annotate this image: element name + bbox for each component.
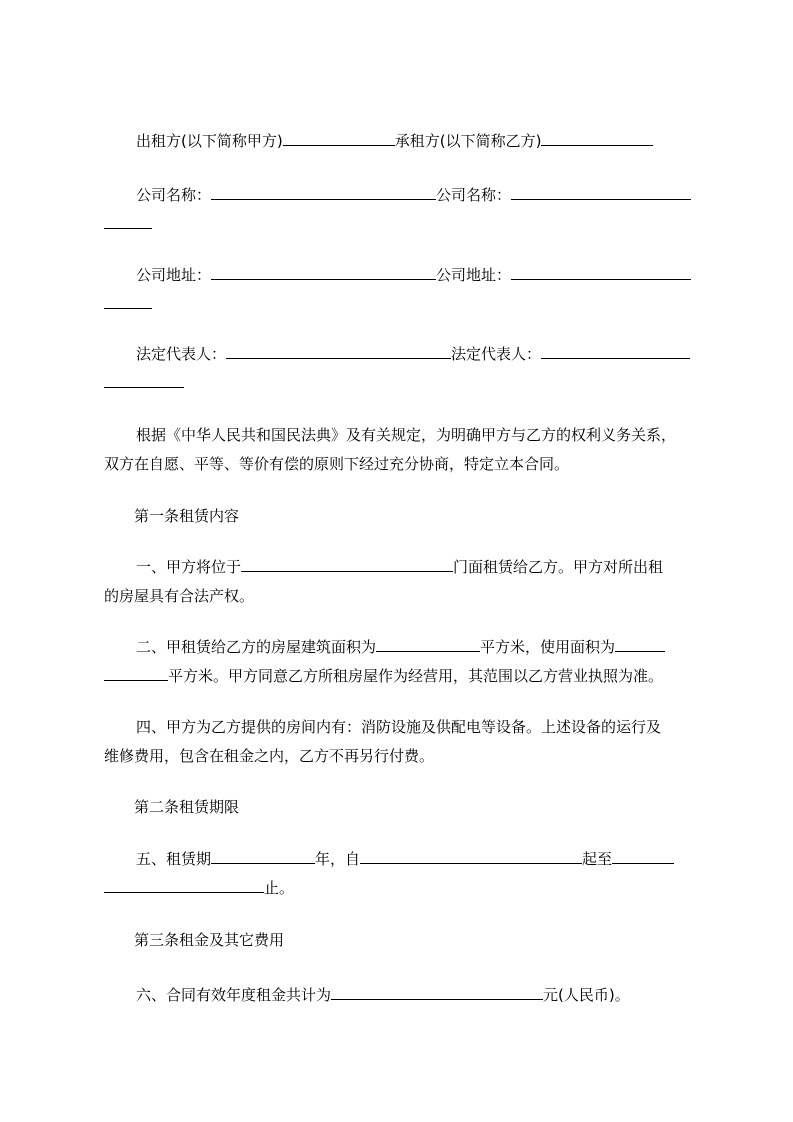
lease-start-blank[interactable] [360,849,582,864]
company-address-blank-a[interactable] [211,265,436,280]
party-line [104,131,704,151]
company-address-line [104,265,704,285]
preamble-text-1: 根据《中华人民共和国民法典》及有关规定，为明确甲方与乙方的权利义务关系， [136,426,677,444]
item1-text-c: 的房屋具有合法产权。 [104,587,255,605]
item1-text-a: 一、甲方将位于 [136,558,242,576]
usable-area-blank[interactable] [615,637,665,652]
item2-line-2 [104,666,704,686]
item2-text-a: 二、甲租赁给乙方的房屋建筑面积为 [136,638,377,656]
company-address-continuation [104,294,704,314]
item5-text-d: 止。 [264,879,295,897]
lessee-label: 承租方(以下简称乙方) [394,132,542,150]
legal-rep-continuation [104,373,704,393]
storefront-location-blank[interactable] [241,557,453,572]
legal-rep-blank-b-cont[interactable] [104,373,184,388]
legal-rep-blank-b[interactable] [541,344,690,359]
item1-line-2 [104,586,704,606]
item1-line [104,557,704,577]
item5-text-a: 五、租赁期 [136,850,212,868]
company-name-continuation [104,214,704,234]
company-address-label-a: 公司地址： [136,266,212,284]
legal-rep-blank-a[interactable] [226,344,451,359]
item5-text-b: 年，自 [315,850,361,868]
preamble-line-1 [104,425,704,445]
item4-line [104,717,704,737]
legal-rep-label-b: 法定代表人： [451,345,542,363]
lease-end-blank[interactable] [612,849,674,864]
company-name-blank-b[interactable] [511,185,691,200]
legal-rep-label-a: 法定代表人： [136,345,227,363]
article1-heading-text: 第一条租赁内容 [134,507,240,525]
preamble-line-2 [104,454,704,474]
building-area-blank[interactable] [376,637,480,652]
item1-text-b: 门面租赁给乙方。甲方对所出租 [453,558,664,576]
company-name-line [104,185,704,205]
company-name-blank-b-cont[interactable] [104,214,152,229]
item2-line [104,637,704,657]
item5-text-c: 起至 [582,850,613,868]
article2-heading-text: 第二条租赁期限 [134,798,240,816]
company-address-label-b: 公司地址： [436,266,512,284]
lessor-label: 出租方(以下简称甲方) [136,132,283,150]
item4-text-b: 维修费用，包含在租金之内，乙方不再另行付费。 [104,747,435,765]
article3-heading-text: 第三条租金及其它费用 [134,931,285,949]
item6-line [104,985,704,1005]
company-name-label-b: 公司名称： [436,186,512,204]
company-address-blank-b[interactable] [511,265,691,280]
lessor-blank[interactable] [283,131,395,146]
article1-heading [104,506,704,526]
item5-line [104,849,704,869]
annual-rent-blank[interactable] [331,985,543,1000]
company-name-label-a: 公司名称： [136,186,212,204]
preamble-text-2: 双方在自愿、平等、等价有偿的原则下经过充分协商，特定立本合同。 [104,455,570,473]
item6-text-b: 元(人民币)。 [543,986,630,1004]
company-address-blank-b-cont[interactable] [104,294,152,309]
item6-text-a: 六、合同有效年度租金共计为 [136,986,332,1004]
usable-area-blank-cont[interactable] [104,666,168,681]
lessee-blank[interactable] [541,131,653,146]
article2-heading [104,797,704,817]
article3-heading [104,930,704,950]
item4-line-2 [104,746,704,766]
item2-text-b: 平方米，使用面积为 [480,638,616,656]
legal-rep-line [104,344,704,364]
company-name-blank-a[interactable] [211,185,436,200]
lease-years-blank[interactable] [211,849,315,864]
lease-end-blank-cont[interactable] [104,878,264,893]
item2-text-c: 平方米。甲方同意乙方所租房屋作为经营用，其范围以乙方营业执照为准。 [168,667,664,685]
item5-line-2 [104,878,704,898]
item4-text-a: 四、甲方为乙方提供的房间内有：消防设施及供配电等设备。上述设备的运行及 [136,718,662,736]
